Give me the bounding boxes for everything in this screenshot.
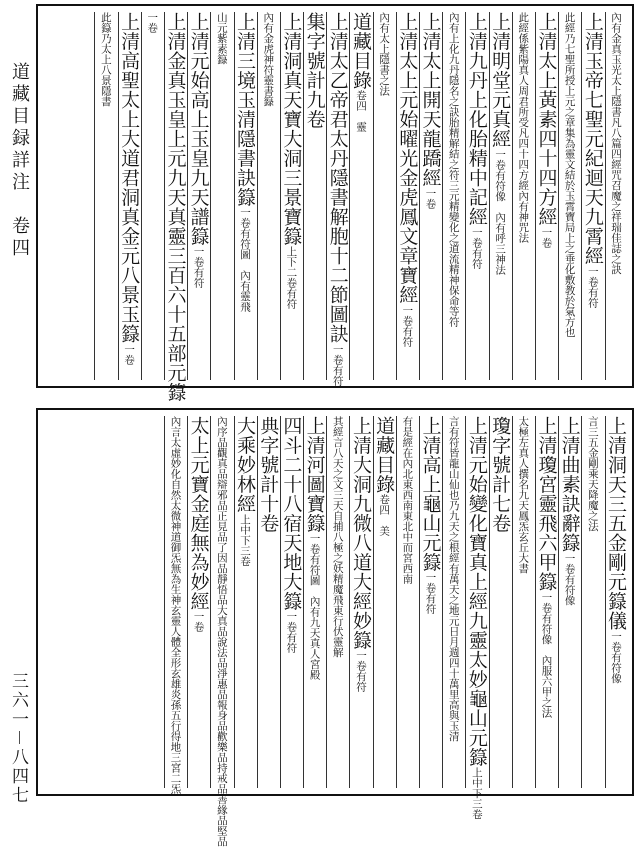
text-column	[187, 416, 209, 788]
text-column	[581, 416, 603, 788]
entry-annotation: 上中下三卷	[470, 767, 483, 820]
text-column	[349, 416, 371, 788]
text-column	[512, 12, 534, 380]
entry-annotation: 一卷有符像 內有呼三神法	[494, 148, 507, 275]
book-title: 道藏目録詳注 卷四	[9, 62, 30, 260]
entry-annotation: 上下二卷有符	[285, 246, 298, 309]
text-column	[373, 416, 395, 788]
entry-annotation: 卷四 美	[378, 494, 391, 536]
text-column	[210, 12, 232, 380]
entry-title: 上清瓊宮靈飛六甲籙	[535, 416, 558, 592]
entry-annotation: 一卷	[146, 12, 159, 33]
entry-annotation: 一卷	[192, 611, 205, 632]
bottom-columns	[44, 416, 627, 847]
text-column	[535, 416, 557, 788]
entry-title: 太上元寶金庭無為妙經	[187, 416, 210, 611]
entry-annotation: 言有符皆龍山仙也乃九天之根經有萬天之地元日月週四十萬里高與玉清	[447, 416, 460, 742]
text-column	[210, 416, 232, 847]
text-column	[234, 416, 256, 788]
text-column	[234, 12, 256, 380]
entry-annotation: 一卷有符	[285, 611, 298, 653]
entry-title: 上清太上開天龍蹻經	[419, 12, 442, 188]
entry-annotation: 一卷	[123, 343, 136, 365]
top-columns	[44, 12, 626, 402]
text-column	[141, 12, 163, 380]
text-column	[465, 416, 488, 820]
entry-title: 上清太乙帝君太丹隱書解胞十二節圖訣	[326, 12, 349, 344]
entry-annotation: 有是經在內北東西南東北中而宮西南	[401, 416, 414, 584]
entry-title: 上清大洞九微八道大經妙籙	[349, 416, 372, 650]
entry-title: 上清洞真天寶大洞三景寶籙	[280, 12, 303, 246]
entry-annotation: 一卷有符像	[563, 552, 576, 605]
entry-annotation: 此籙乃太上八景隱書	[99, 12, 112, 107]
entry-title: 瓊字號計七卷	[489, 416, 512, 533]
text-column	[187, 12, 209, 380]
text-column	[442, 416, 464, 788]
entry-title: 四斗二十八宿天地大籙	[280, 416, 303, 611]
entry-title: 上清元始變化寶真上經九靈太妙龜山元籙	[465, 416, 488, 767]
entry-annotation: 一卷有符圖 內有九天真人宮殿	[308, 533, 321, 680]
entry-title: 上清太上黃素四十四方經	[535, 12, 558, 227]
entry-annotation: 一卷	[540, 226, 553, 248]
text-column	[442, 12, 464, 380]
entry-annotation: 內序品觀真品辯邪品正見品了因品靜悟品大真品說法品淨惠品報身品歡樂品持戒品善緣品堅品	[215, 416, 228, 847]
entry-annotation: 內有太上隱書之法	[378, 12, 391, 96]
entry-annotation: 一卷有符	[331, 343, 344, 386]
entry-title: 上清九丹上化胎精中記經	[465, 12, 488, 227]
entry-annotation: 此經乃七聖所授上元之章集為靈文結於玉霄寶局上之垂化敷教於氣方也	[563, 12, 576, 338]
entry-annotation: 內言太虛妙化自然太微神道御炁無為生神玄靈人體全形玄雄炎孫五行得地三宮二炁	[169, 416, 182, 794]
entry-title: 上清元始高上玉皇九天譜籙	[187, 12, 210, 246]
text-column	[303, 416, 325, 788]
entry-annotation: 一卷有符	[354, 650, 367, 692]
entry-title: 上清太上元始曜光金虎鳳文章寶經	[396, 12, 419, 305]
text-column	[280, 12, 302, 380]
entry-annotation: 言三五金剛乘天降魔之法	[586, 416, 599, 532]
entry-annotation: 一卷有符像	[610, 630, 622, 683]
text-column	[465, 12, 487, 380]
text-column	[326, 12, 349, 386]
entry-annotation: 內有上化九丹隱名之訣胎精解結之符三元精變化之道流精神保命等符	[447, 12, 460, 327]
entry-annotation: 一卷有符	[470, 226, 483, 269]
entry-annotation: 此經係紫陽真人周君所受凡四十四方經內有神咒法	[517, 12, 530, 243]
text-column	[94, 12, 116, 380]
text-column	[489, 416, 511, 788]
text-column	[605, 416, 627, 788]
entry-annotation: 一卷有符	[586, 265, 599, 308]
entry-annotation: 一卷有符	[401, 304, 414, 347]
text-column	[164, 12, 187, 402]
entry-title: 道藏目錄	[373, 416, 396, 494]
entry-annotation: 一卷有符	[192, 246, 205, 288]
text-column	[118, 12, 140, 380]
bottom-text-panel	[36, 408, 634, 847]
entry-title: 上清河圖寶籙	[303, 416, 326, 533]
entry-annotation: 一卷	[424, 187, 437, 209]
text-column	[581, 12, 603, 380]
text-column	[512, 416, 534, 788]
page-number: 三六一－八四七	[8, 672, 28, 805]
entry-annotation: 上中下三卷	[239, 513, 251, 566]
text-column	[605, 12, 627, 380]
entry-title: 道藏目錄	[349, 12, 372, 90]
text-column	[419, 416, 441, 788]
text-column	[396, 416, 418, 788]
entry-annotation: 一卷有符	[424, 572, 437, 614]
entry-title: 典字號計十卷	[257, 416, 280, 533]
entry-title: 上清曲素訣辭籙	[558, 416, 581, 553]
entry-annotation: 內有金真玉光太上隱書凡八篇四經咒召魔之祥瑞佳誌之訣	[610, 12, 622, 275]
entry-annotation: 太極左真人撰名九天鳳炁玄丘大書	[517, 416, 530, 574]
entry-annotation: 一卷有符像 內服六甲之法	[540, 591, 553, 718]
text-column	[164, 416, 186, 794]
text-column	[280, 416, 302, 788]
text-column	[257, 12, 279, 380]
entry-title: 上清高上龜山元籙	[419, 416, 442, 572]
entry-title: 上清洞天三五金剛元籙儀	[605, 416, 627, 631]
entry-title: 上清明堂元真經	[489, 12, 512, 149]
entry-annotation: 山元紫素籙	[215, 12, 228, 65]
text-column	[419, 12, 441, 380]
text-column	[558, 416, 580, 788]
text-column	[326, 416, 348, 788]
text-column	[373, 12, 395, 380]
entry-title: 上清三境玉清隱書訣籙	[234, 12, 256, 207]
entry-annotation: 卷四 靈	[354, 90, 367, 132]
text-column	[489, 12, 511, 380]
entry-annotation: 一卷有符圖 內有靈飛	[239, 207, 251, 312]
entry-annotation: 其經言八天之文三天自捕八極之妖精魔飛東行伏靈解	[331, 416, 344, 658]
entry-title: 上清高聖太上大道君洞真金元八景玉籙	[118, 12, 141, 344]
text-column	[349, 12, 371, 380]
entry-title: 上清玉帝七聖元紀迴天九霄經	[581, 12, 604, 266]
text-column	[303, 12, 325, 380]
text-column	[257, 416, 279, 788]
text-column	[558, 12, 580, 380]
top-text-panel	[36, 4, 634, 402]
entry-annotation: 內有金虎神符靈書籙	[262, 12, 275, 107]
text-column	[396, 12, 418, 380]
entry-title: 集字號計九卷	[303, 12, 326, 129]
entry-title: 上清金真玉皇上元九天真靈三百六十五部元籙	[164, 12, 187, 402]
text-column	[535, 12, 557, 380]
entry-title: 大乘妙林經	[234, 416, 256, 514]
